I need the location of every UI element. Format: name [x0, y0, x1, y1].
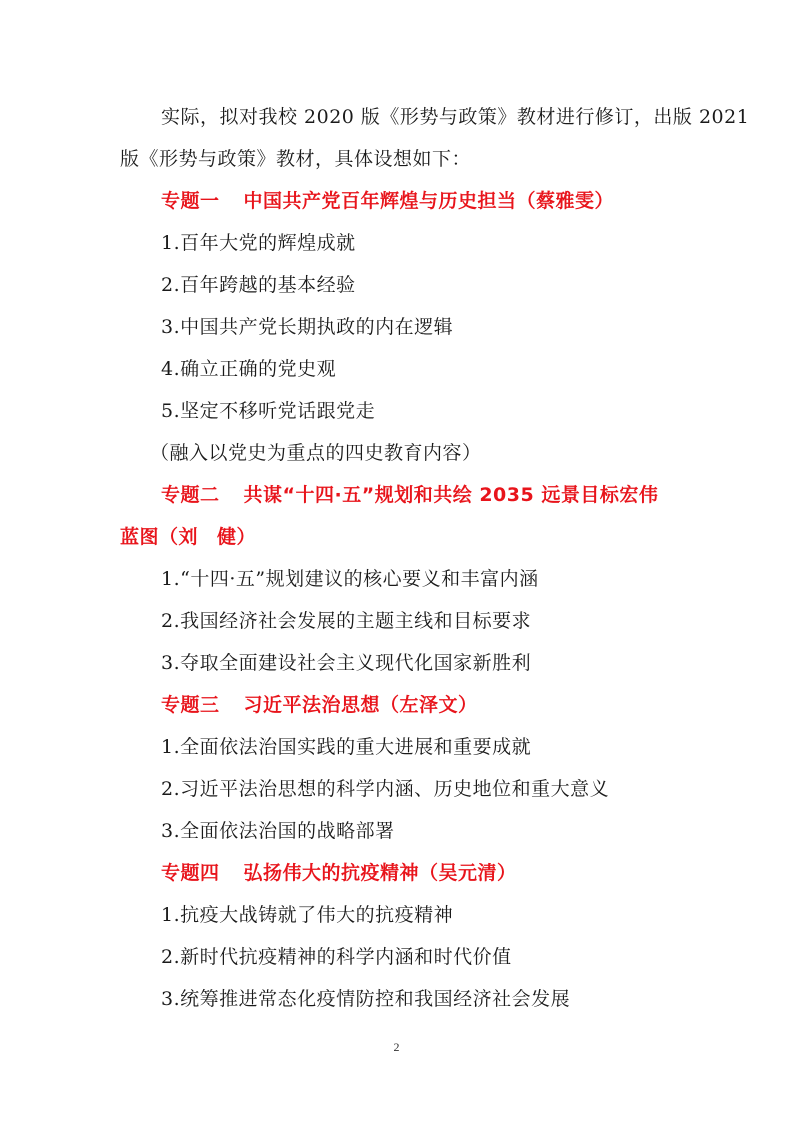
- topic-3-title: 习近平法治思想（左泽文）: [243, 694, 478, 716]
- topic-4-label: 专题四: [161, 862, 220, 884]
- topic-4-item-3: 3.统筹推进常态化疫情防控和我国经济社会发展: [161, 988, 571, 1010]
- topic-2-title: 共谋“十四·五”规划和共绘 2035 远景目标宏伟: [243, 484, 659, 506]
- topic-2-item-2: 2.我国经济社会发展的主题主线和目标要求: [161, 610, 532, 632]
- topic-3-heading: [0, 692, 793, 718]
- topic-4-item-2: 2.新时代抗疫精神的科学内涵和时代价值: [161, 946, 512, 968]
- intro-line-1: 实际，拟对我校 2020 版《形势与政策》教材进行修订，出版 2021: [161, 106, 750, 128]
- topic-1-item-1: 1.百年大党的辉煌成就: [161, 232, 356, 254]
- topic-1-label: 专题一: [161, 190, 220, 212]
- topic-3-item-3: 3.全面依法治国的战略部署: [161, 820, 395, 842]
- intro-line-2: 版《形势与政策》教材，具体设想如下：: [120, 148, 472, 170]
- topic-3-item-2: 2.习近平法治思想的科学内涵、历史地位和重大意义: [161, 778, 610, 800]
- page-number: 2: [393, 1040, 400, 1054]
- topic-4-item-1: 1.抗疫大战铸就了伟大的抗疫精神: [161, 904, 454, 926]
- topic-4-heading: [0, 860, 793, 886]
- topic-1-item-2: 2.百年跨越的基本经验: [161, 274, 356, 296]
- topic-1-title: 中国共产党百年辉煌与历史担当（蔡雅雯）: [243, 190, 615, 212]
- topic-3-label: 专题三: [161, 694, 220, 716]
- topic-1-note: （融入以党史为重点的四史教育内容）: [150, 442, 482, 464]
- topic-1-heading: [0, 188, 793, 214]
- topic-1-item-4: 4.确立正确的党史观: [161, 358, 337, 380]
- topic-2-heading: [0, 482, 793, 508]
- topic-2-item-1: 1.“十四·五”规划建议的核心要义和丰富内涵: [161, 568, 539, 590]
- topic-2-item-3: 3.夺取全面建设社会主义现代化国家新胜利: [161, 652, 532, 674]
- topic-3-item-1: 1.全面依法治国实践的重大进展和重要成就: [161, 736, 532, 758]
- topic-4-title: 弘扬伟大的抗疫精神（吴元清）: [243, 862, 517, 884]
- topic-2-heading-cont: [0, 524, 793, 550]
- topic-2-title-cont-b: 健）: [217, 526, 257, 548]
- topic-1-item-5: 5.坚定不移听党话跟党走: [161, 400, 376, 422]
- topic-2-label: 专题二: [161, 484, 220, 506]
- topic-2-title-cont-a: 蓝图（刘: [120, 526, 199, 548]
- topic-1-item-3: 3.中国共产党长期执政的内在逻辑: [161, 316, 454, 338]
